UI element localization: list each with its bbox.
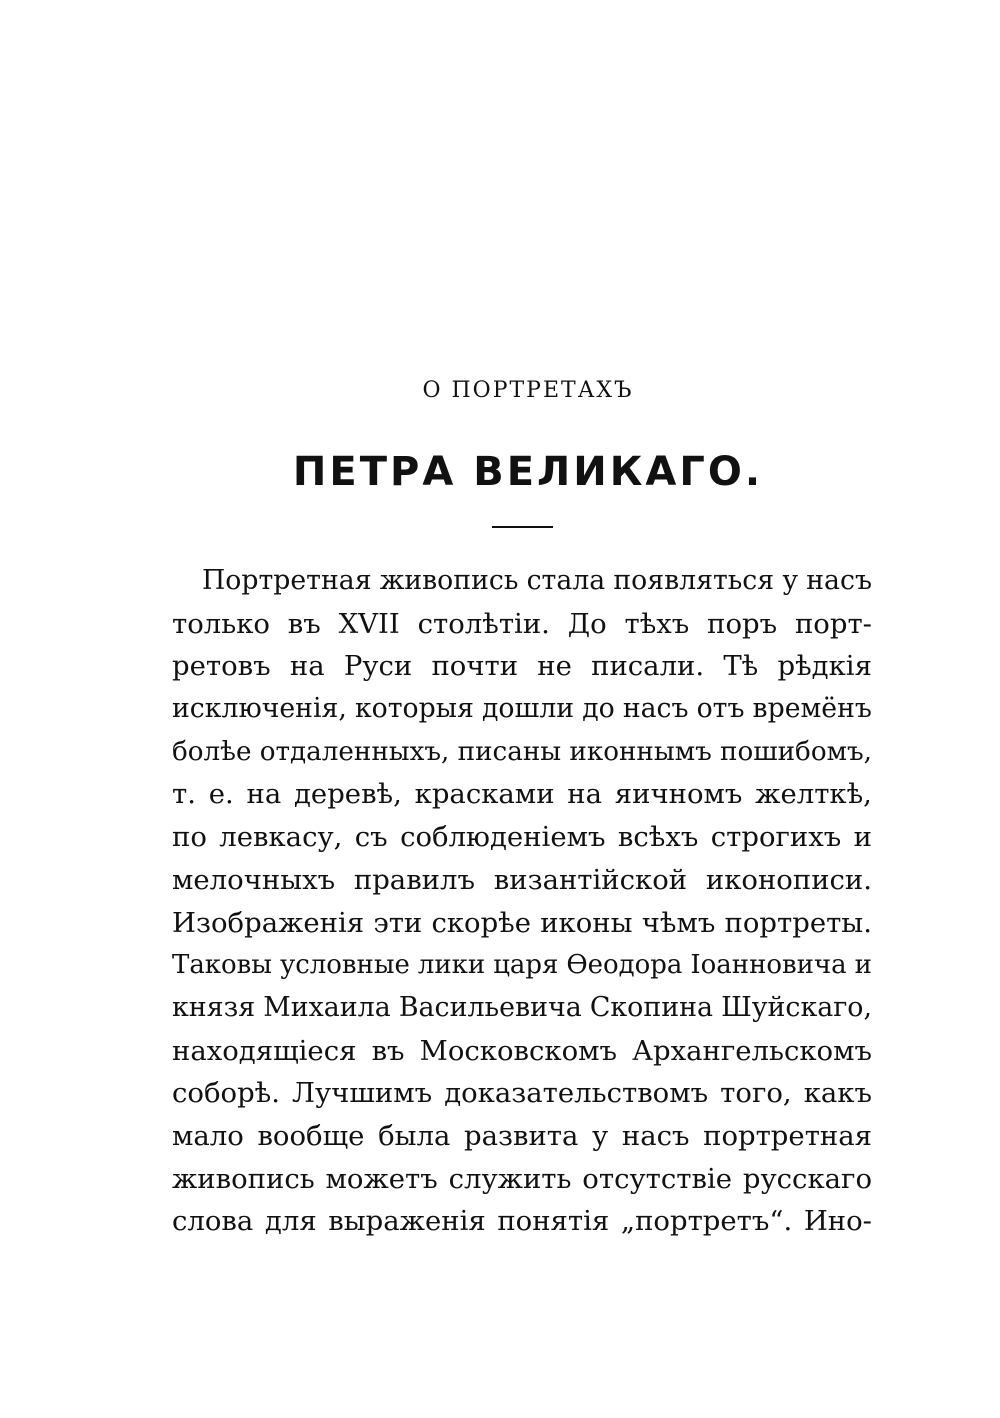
word: До <box>567 607 607 640</box>
text-line <box>172 731 872 774</box>
word: у <box>782 565 799 596</box>
word: мелочныхъ <box>172 863 336 896</box>
word: на <box>567 778 603 811</box>
word: только <box>172 607 270 640</box>
word: живопись <box>379 565 519 596</box>
word: иконы <box>540 906 633 939</box>
word: строгихъ <box>710 821 842 854</box>
word: царя <box>493 950 559 981</box>
word: правилъ <box>353 863 475 896</box>
word: Ино- <box>803 1205 872 1238</box>
text-line <box>172 560 872 603</box>
word: отъ <box>696 693 745 725</box>
word: можетъ <box>325 1162 438 1195</box>
word: того, <box>720 1077 792 1110</box>
word: соблюденіемъ <box>400 821 606 854</box>
word: на <box>246 778 282 811</box>
word: Скопина <box>589 991 714 1023</box>
word: почти <box>431 650 519 683</box>
word: Ѳеодора <box>566 950 683 981</box>
word: Васильевича <box>398 991 582 1023</box>
word: была <box>378 1119 451 1152</box>
word: левкасу, <box>219 821 343 854</box>
word: яичномъ <box>614 778 743 811</box>
word: для <box>264 1205 317 1238</box>
text-line <box>172 603 872 646</box>
body-paragraph <box>172 560 872 1243</box>
word: Изображенія <box>172 906 365 939</box>
word: Іоанновича <box>690 950 847 981</box>
text-line <box>172 902 872 945</box>
text-line <box>172 987 872 1030</box>
word: выраженія <box>328 1205 486 1238</box>
word: служить <box>448 1162 572 1195</box>
word: исключенія, <box>172 693 347 725</box>
word: понятія <box>497 1205 610 1238</box>
word: которыя <box>354 693 474 725</box>
word: иконописи. <box>705 863 872 896</box>
word: болѣе <box>172 736 252 767</box>
word: лики <box>417 950 486 981</box>
text-line <box>172 688 872 731</box>
text-line <box>172 1200 872 1243</box>
word: порт- <box>794 607 872 640</box>
word: писали. <box>591 650 705 683</box>
word: насъ <box>622 693 689 725</box>
word: живопись <box>172 1162 315 1195</box>
word: тѣхъ <box>624 607 690 640</box>
word: насъ <box>806 565 872 596</box>
word: Лучшимъ <box>292 1077 433 1110</box>
chapter-title: ПЕТРА ВЕЛИКАГО. <box>292 449 764 495</box>
word: Портретная <box>202 565 372 596</box>
word: портреты. <box>724 906 872 939</box>
text-line <box>172 645 872 688</box>
word: соборѣ. <box>172 1077 280 1110</box>
word: Таковы <box>172 950 272 981</box>
word: е. <box>208 778 234 811</box>
word: условные <box>279 950 410 981</box>
word: не <box>537 650 572 683</box>
word: портретная <box>703 1119 872 1152</box>
word: стала <box>526 565 606 596</box>
word: столѣтіи. <box>417 607 550 640</box>
word: ретовъ <box>172 650 271 683</box>
word: Архангельскомъ <box>632 1034 872 1067</box>
word: и <box>853 821 872 854</box>
word: писаны <box>457 736 562 767</box>
word: деревѣ, <box>293 778 402 811</box>
word: находящіеся <box>172 1034 357 1067</box>
word: „портретъ“. <box>620 1205 793 1238</box>
word: вообще <box>257 1119 365 1152</box>
word: красками <box>414 778 555 811</box>
word: Московскомъ <box>419 1034 618 1067</box>
word: желткѣ, <box>755 778 872 811</box>
word: отдаленныхъ, <box>259 736 450 767</box>
word: Руси <box>343 650 413 683</box>
word: слова <box>172 1205 254 1238</box>
word: поръ <box>707 607 778 640</box>
word: Шуйскаго, <box>721 991 872 1023</box>
word: князя <box>172 991 256 1023</box>
word: всѣхъ <box>617 821 699 854</box>
word: въ <box>371 1034 405 1067</box>
text-line <box>172 1030 872 1073</box>
word: съ <box>354 821 388 854</box>
word: т. <box>172 778 196 811</box>
text-line <box>172 1072 872 1115</box>
word: насъ <box>621 1119 690 1152</box>
word: времёнъ <box>752 693 872 725</box>
word: по <box>172 821 207 854</box>
word: пошибомъ, <box>720 736 872 767</box>
text-line <box>172 773 872 816</box>
text-line <box>172 1158 872 1201</box>
word: въ <box>287 607 321 640</box>
word: иконнымъ <box>569 736 712 767</box>
word: скорѣе <box>431 906 532 939</box>
word: до <box>582 693 615 725</box>
word: какъ <box>803 1077 872 1110</box>
text-line <box>172 944 872 987</box>
word: появляться <box>613 565 775 596</box>
word: Тѣ <box>723 650 759 683</box>
word: на <box>289 650 325 683</box>
word: русскаго <box>742 1162 872 1195</box>
word: XVII <box>338 607 400 640</box>
word: у <box>592 1119 609 1152</box>
word: эти <box>373 906 423 939</box>
word: развита <box>464 1119 579 1152</box>
word: византійской <box>493 863 688 896</box>
word: и <box>854 950 872 981</box>
word: Михаила <box>263 991 391 1023</box>
word: отсутствіе <box>582 1162 733 1195</box>
word: дошли <box>481 693 575 725</box>
text-line <box>172 1115 872 1158</box>
chapter-subtitle: О ПОРТРЕТАХЪ <box>422 378 634 403</box>
word: чѣмъ <box>641 906 716 939</box>
word: мало <box>172 1119 244 1152</box>
title-divider <box>492 526 553 528</box>
word: доказательствомъ <box>444 1077 709 1110</box>
word: рѣдкія <box>777 650 872 683</box>
text-line <box>172 859 872 902</box>
text-line <box>172 816 872 859</box>
